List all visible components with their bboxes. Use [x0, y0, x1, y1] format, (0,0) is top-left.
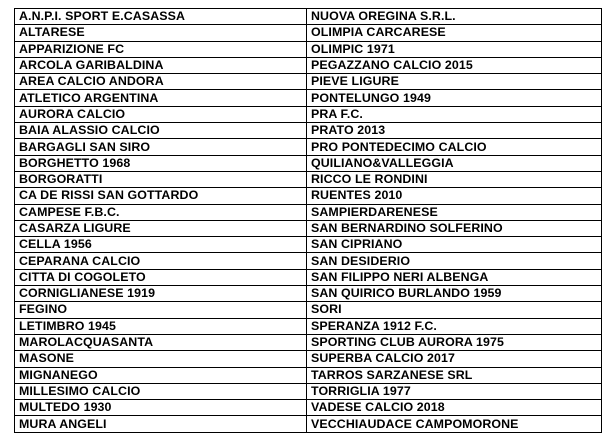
club-name-left: MASONE — [15, 351, 307, 367]
club-name-right: SAN QUIRICO BURLANDO 1959 — [307, 286, 602, 302]
club-name-left: MILLESIMO CALCIO — [15, 383, 307, 399]
table-row — [15, 188, 602, 204]
club-name-left: CASARZA LIGURE — [15, 220, 307, 236]
club-name-right: SPORTING CLUB AURORA 1975 — [307, 334, 602, 350]
table-row — [15, 269, 602, 285]
table-row — [15, 416, 602, 432]
club-name-left: BAIA ALASSIO CALCIO — [15, 123, 307, 139]
club-name-left: BARGAGLI SAN SIRO — [15, 139, 307, 155]
club-name-right: PRATO 2013 — [307, 123, 602, 139]
table-row — [15, 237, 602, 253]
document-sheet — [14, 8, 601, 436]
table-row — [15, 334, 602, 350]
club-name-left: MULTEDO 1930 — [15, 400, 307, 416]
table-row — [15, 302, 602, 318]
club-name-right: TORRIGLIA 1977 — [307, 383, 602, 399]
club-name-right: VECCHIAUDACE CAMPOMORONE — [307, 416, 602, 432]
table-row — [15, 74, 602, 90]
club-name-right: SAN FILIPPO NERI ALBENGA — [307, 269, 602, 285]
table-row — [15, 41, 602, 57]
club-name-right: OLIMPIC 1971 — [307, 41, 602, 57]
table-row — [15, 318, 602, 334]
club-name-right: PRA F.C. — [307, 106, 602, 122]
table-row — [15, 9, 602, 25]
club-name-right: SAN BERNARDINO SOLFERINO — [307, 220, 602, 236]
club-name-right: PRO PONTEDECIMO CALCIO — [307, 139, 602, 155]
club-name-left: BORGORATTI — [15, 171, 307, 187]
club-name-left: APPARIZIONE FC — [15, 41, 307, 57]
club-name-left: BORGHETTO 1968 — [15, 155, 307, 171]
club-name-right: RICCO LE RONDINI — [307, 171, 602, 187]
club-name-left: CEPARANA CALCIO — [15, 253, 307, 269]
clubs-table — [14, 8, 602, 433]
club-name-left: A.N.P.I. SPORT E.CASASSA — [15, 9, 307, 25]
club-name-right: NUOVA OREGINA S.R.L. — [307, 9, 602, 25]
club-name-left: CELLA 1956 — [15, 237, 307, 253]
club-name-left: CORNIGLIANESE 1919 — [15, 286, 307, 302]
club-name-right: PONTELUNGO 1949 — [307, 90, 602, 106]
table-row — [15, 106, 602, 122]
club-name-right: PEGAZZANO CALCIO 2015 — [307, 57, 602, 73]
clubs-table-body — [15, 9, 602, 433]
club-name-left: FEGINO — [15, 302, 307, 318]
club-name-left: CA DE RISSI SAN GOTTARDO — [15, 188, 307, 204]
table-row — [15, 171, 602, 187]
club-name-left: CITTA DI COGOLETO — [15, 269, 307, 285]
club-name-right: PIEVE LIGURE — [307, 74, 602, 90]
club-name-right: SPERANZA 1912 F.C. — [307, 318, 602, 334]
table-row — [15, 400, 602, 416]
club-name-right: SUPERBA CALCIO 2017 — [307, 351, 602, 367]
club-name-left: MURA ANGELI — [15, 416, 307, 432]
club-name-left: MAROLACQUASANTA — [15, 334, 307, 350]
table-row — [15, 25, 602, 41]
club-name-right: TARROS SARZANESE SRL — [307, 367, 602, 383]
table-row — [15, 351, 602, 367]
club-name-right: SAN CIPRIANO — [307, 237, 602, 253]
club-name-right: SAMPIERDARENESE — [307, 204, 602, 220]
club-name-left: AURORA CALCIO — [15, 106, 307, 122]
table-row — [15, 220, 602, 236]
club-name-right: QUILIANO&VALLEGGIA — [307, 155, 602, 171]
club-name-left: ALTARESE — [15, 25, 307, 41]
table-row — [15, 253, 602, 269]
table-row — [15, 90, 602, 106]
club-name-right: SAN DESIDERIO — [307, 253, 602, 269]
table-row — [15, 57, 602, 73]
club-name-right: OLIMPIA CARCARESE — [307, 25, 602, 41]
table-row — [15, 286, 602, 302]
table-row — [15, 367, 602, 383]
club-name-left: AREA CALCIO ANDORA — [15, 74, 307, 90]
table-row — [15, 139, 602, 155]
club-name-right: RUENTES 2010 — [307, 188, 602, 204]
club-name-right: VADESE CALCIO 2018 — [307, 400, 602, 416]
club-name-left: CAMPESE F.B.C. — [15, 204, 307, 220]
club-name-left: MIGNANEGO — [15, 367, 307, 383]
table-row — [15, 123, 602, 139]
club-name-left: LETIMBRO 1945 — [15, 318, 307, 334]
club-name-left: ATLETICO ARGENTINA — [15, 90, 307, 106]
table-row — [15, 204, 602, 220]
table-row — [15, 155, 602, 171]
table-row — [15, 383, 602, 399]
club-name-right: SORI — [307, 302, 602, 318]
club-name-left: ARCOLA GARIBALDINA — [15, 57, 307, 73]
